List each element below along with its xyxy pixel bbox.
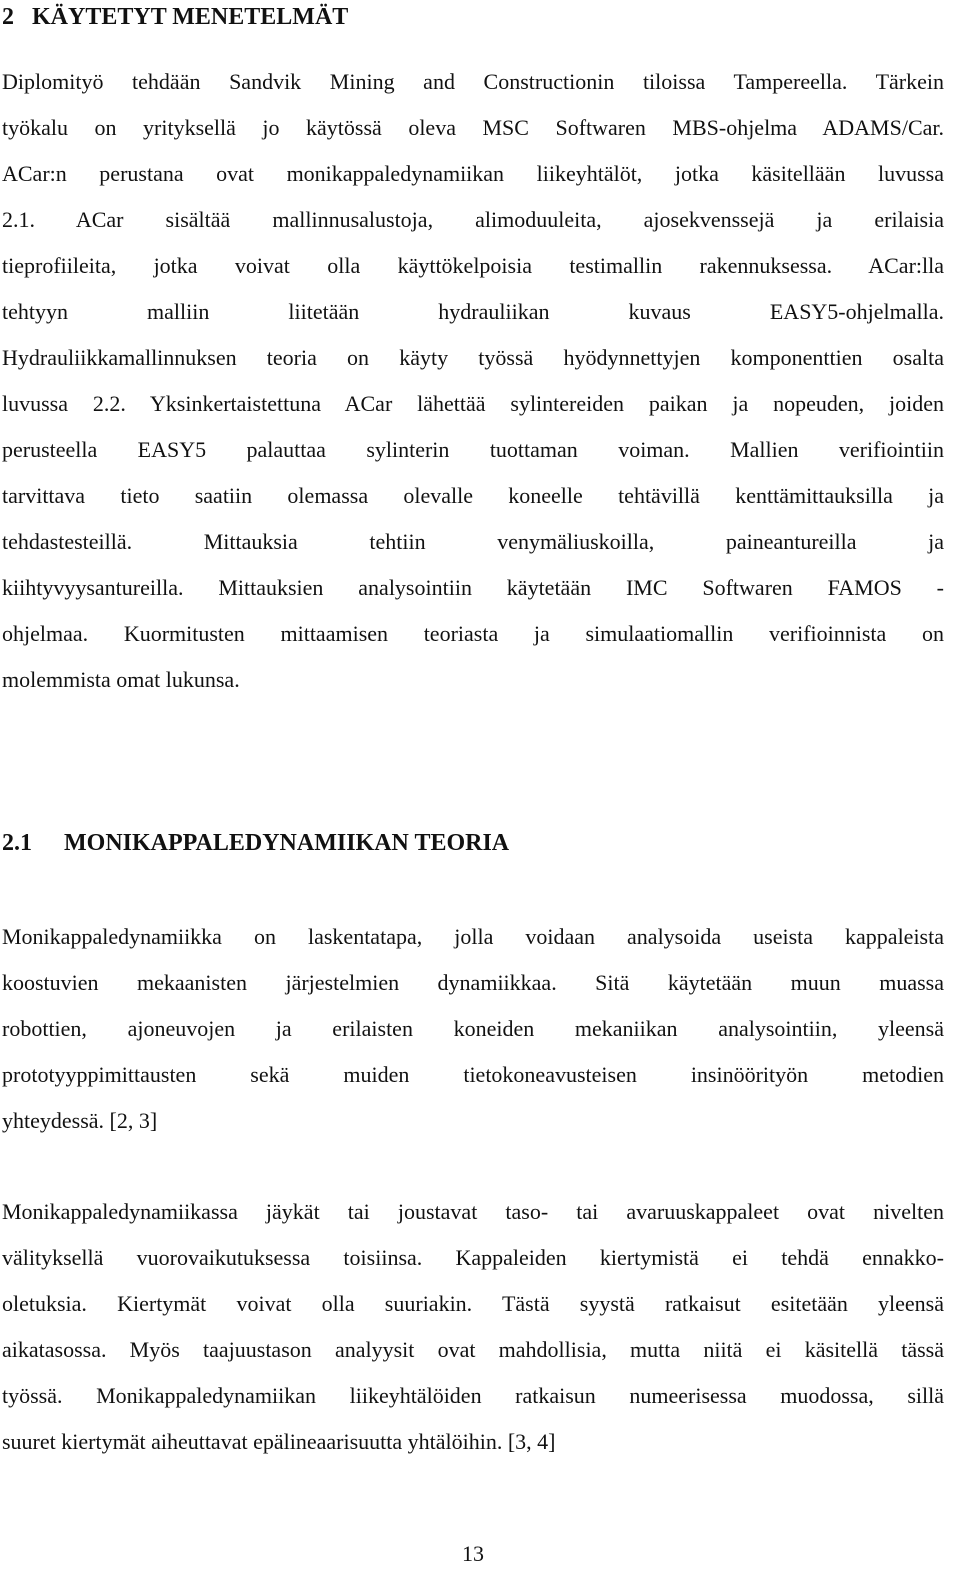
text-line: koostuvien mekaanisten järjestelmien dynamiikkaa. Sitä käytetään muun muassa bbox=[2, 970, 944, 995]
document-page bbox=[2, 0, 944, 1591]
text-line: robottien, ajoneuvojen ja erilaisten koneiden mekaniikan analysointiin, yleensä bbox=[2, 1016, 944, 1041]
text-line: Monikappaledynamiikka on laskentatapa, jolla voidaan analysoida useista kappaleista bbox=[2, 924, 944, 949]
chapter-title: KÄYTETYT MENETELMÄT bbox=[32, 4, 349, 30]
text-line: ohjelmaa. Kuormitusten mittaamisen teoriasta ja simulaatiomallin verifioinnista on bbox=[2, 621, 944, 646]
text-line: Hydrauliikkamallinnuksen teoria on käyty työssä hyödynnettyjen komponenttien osalta bbox=[2, 345, 944, 370]
page-number: 13 bbox=[462, 1541, 484, 1566]
text-line: oletuksia. Kiertymät voivat olla suuriakin. Tästä syystä ratkaisut esitetään yleensä bbox=[2, 1291, 944, 1316]
text-line: Diplomityö tehdään Sandvik Mining and Constructionin tiloissa Tampereella. Tärkein bbox=[2, 69, 944, 94]
text-line: 2.1. ACar sisältää mallinnusalustoja, alimoduuleita, ajosekvenssejä ja erilaisia bbox=[2, 207, 944, 232]
paragraph-intro bbox=[2, 59, 944, 703]
text-line: aikatasossa. Myös taajuustason analyysit ovat mahdollisia, mutta niitä ei käsitellä tässä bbox=[2, 1337, 944, 1362]
paragraph-theory-1 bbox=[2, 914, 944, 1144]
section-number: 2.1 bbox=[2, 830, 32, 856]
text-line: tarvittava tieto saatiin olemassa olevalle koneelle tehtävillä kenttämittauksilla ja bbox=[2, 483, 944, 508]
text-line: työkalu on yrityksellä jo käytössä oleva MSC Softwaren MBS-ohjelma ADAMS/Car. bbox=[2, 115, 944, 140]
text-line: perusteella EASY5 palauttaa sylinterin tuottaman voiman. Mallien verifiointiin bbox=[2, 437, 944, 462]
text-line: prototyyppimittausten sekä muiden tietokoneavusteisen insinöörityön metodien bbox=[2, 1062, 944, 1087]
text-line: kiihtyvyysantureilla. Mittauksien analysointiin käytetään IMC Softwaren FAMOS - bbox=[2, 575, 944, 600]
text-line: työssä. Monikappaledynamiikan liikeyhtälöiden ratkaisun numeerisessa muodossa, sillä bbox=[2, 1383, 944, 1408]
text-line: Monikappaledynamiikassa jäykät tai joustavat taso- tai avaruuskappaleet ovat nivelten bbox=[2, 1199, 944, 1224]
chapter-number: 2 bbox=[2, 4, 14, 30]
text-line: luvussa 2.2. Yksinkertaistettuna ACar lähettää sylintereiden paikan ja nopeuden, joiden bbox=[2, 391, 944, 416]
text-line: molemmista omat lukunsa. bbox=[2, 667, 240, 692]
chapter-heading bbox=[2, 1, 348, 33]
text-line: tieprofiileita, jotka voivat olla käyttökelpoisia testimallin rakennuksessa. ACar:lla bbox=[2, 253, 944, 278]
section-title: MONIKAPPALEDYNAMIIKAN TEORIA bbox=[64, 830, 510, 856]
paragraph-theory-2 bbox=[2, 1189, 944, 1465]
text-line: suuret kiertymät aiheuttavat epälineaarisuutta yhtälöihin. [3, 4] bbox=[2, 1429, 556, 1454]
text-line: tehtyyn malliin liitetään hydrauliikan kuvaus EASY5-ohjelmalla. bbox=[2, 299, 944, 324]
section-heading bbox=[2, 827, 509, 859]
text-line: ACar:n perustana ovat monikappaledynamiikan liikeyhtälöt, jotka käsitellään luvussa bbox=[2, 161, 944, 186]
text-line: välityksellä vuorovaikutuksessa toisiinsa. Kappaleiden kiertymistä ei tehdä ennakko- bbox=[2, 1245, 944, 1270]
text-line: tehdastesteillä. Mittauksia tehtiin venymäliuskoilla, paineantureilla ja bbox=[2, 529, 944, 554]
text-line: yhteydessä. [2, 3] bbox=[2, 1108, 158, 1133]
